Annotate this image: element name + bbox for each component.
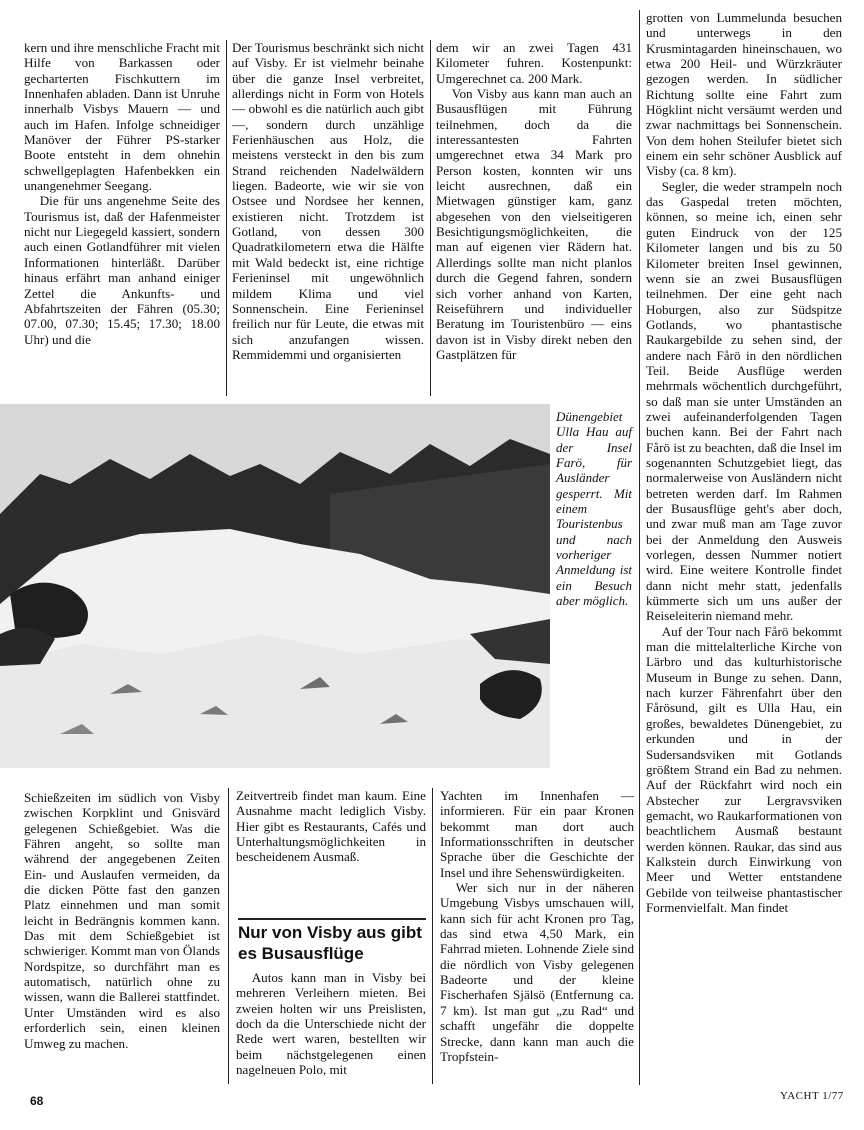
paragraph: Wer sich nur in der näheren Umgebung Visbys umschauen will, kann sich für acht Kronen pro Tag, das sind etwa 4,50 Mark, ein Fahrrad mieten. Lohnende Ziele sind die nördlich von Visby gelegenen Badeorte und der kleine Fischerhafen Själsö (Entfernung ca. 7 km). Ist man gut „zu Rad“ und schafft ungefähr die doppelte Strecke, dann kann man auch die Tropfstein- — [440, 880, 634, 1064]
text-column-3 — [436, 40, 632, 362]
text-column-1 — [24, 40, 220, 347]
paragraph: Der Tourismus beschränkt sich nicht auf Visby. Er ist vielmehr beinahe über die ganze Insel verbreitet, allerdings nicht in Form von Hotels — obwohl es die natürlich auch gibt —, sondern durch unzählige Ferienhäuschen aus Holz, die meistens versteckt in den bis zum Strand reichenden Nadelwäldern liegen. Badeorte, wie wir sie von Ostsee und Nordsee her kennen, existieren nicht. Trotzdem ist Gotland, von dessen 300 Quadratkilometern etwa die Hälfte mit Wald bedeckt ist, eine richtige Ferieninsel mit ungewöhnlich mildem Klima und viel Sonnenschein. Eine Ferieninsel freilich nur für Leute, die etwas mit sich anzufangen wissen. Remmidemmi und organisierten — [232, 40, 424, 362]
text-column-2-lower — [236, 788, 426, 865]
footer-issue: YACHT 1/77 — [780, 1090, 844, 1102]
paragraph: Zeitvertreib findet man kaum. Eine Ausnahme macht lediglich Visby. Hier gibt es Restaurants, Cafés und Unterhaltungsmöglichkeiten in bescheidenem Ausmaß. — [236, 788, 426, 865]
dune-photo — [0, 404, 550, 768]
paragraph: dem wir an zwei Tagen 431 Kilometer fuhren. Kostenpunkt: Umgerechnet ca. 200 Mark. — [436, 40, 632, 86]
paragraph: Die für uns angenehme Seite des Tourismus ist, daß der Hafenmeister nicht nur Liegegeld kassiert, sondern auch einen Gotlandführer mit vielen Informationen hinterläßt. Darüber hinaus erfährt man anhand einiger Zettel die Ankunfts- und Abfahrtszeiten der Fähren (05.30; 07.00, 07.30; 15.45; 17.30; 18.00 Uhr) und die — [24, 193, 220, 347]
photo-caption: Dünengebiet Ulla Hau auf der Insel Farö, für Ausländer gesperrt. Mit einem Touristenbus und nach vorheriger Anmeldung ist ein Besuch aber möglich. — [556, 409, 632, 609]
column-rule — [639, 10, 640, 1085]
paragraph: Von Visby aus kann man auch an Busausflügen mit Führung teilnehmen, doch da die interessantesten Fahrten umgerechnet etwa 34 Mark pro Person kosten, konnten wir uns leicht ausrechnen, daß ein Mietwagen günstiger kam, ganz abgesehen von den vielseitigeren Besichtigungsmöglichkeiten, die man auf eigenen vier Rädern hat. Allerdings sollte man nicht planlos durch die Gegend fahren, sondern sich vorher anhand von Karten, Reiseführern und individueller Beratung im Touristenbüro — eins davon ist in Visby direkt neben den Gastplätzen für — [436, 86, 632, 362]
page-number: 68 — [30, 1094, 44, 1108]
paragraph: Segler, die weder strampeln noch das Gaspedal treten möchten, können, so meine ich, einen sehr guten Eindruck von der 125 Kilometer langen und bis zu 50 Kilometer breiten Insel gewinnen, wenn sie an zwei Busausflügen teilnehmen. Der eine geht nach Hoburgen, also zur Südspitze Gotlands, wo phantastische Raukargebilde zu sehen sind, der andere nach Fårö in den nördlichen Teil. Beide Ausflüge werden mehrmals wöchentlich durchgeführt, so daß man sie unter Umständen an zwei aufeinanderfolgenden Tagen buchen kann. Bei der Fahrt nach Fårö ist zu beachten, daß die Insel im sogenannten Schutzgebiet liegt, das normalerweise von Ausländern nicht betreten werden darf. Im Rahmen der Busausflüge geht's aber doch, und zwar muß man am Tage zuvor bei der Anmeldung den Ausweis vorlegen, dessen Nummer notiert wird. Eine weitere Kontrolle findet dann nicht mehr statt, jedenfalls kümmerte sich um uns außer der Reiseleiterin niemand mehr. — [646, 178, 842, 624]
column-rule — [430, 40, 431, 396]
text-column-4 — [646, 10, 842, 915]
column-rule — [228, 788, 229, 1084]
column-rule — [432, 788, 433, 1084]
text-column-1-lower — [24, 790, 220, 1051]
paragraph: Yachten im Innenhafen — informieren. Für ein paar Kronen bekommt man dort auch Informationsschriften in deutscher Sprache über die Geschichte der Insel und ihre Sehenswürdigkeiten. — [440, 788, 634, 880]
section-headline: Nur von Visby aus gibt es Busausflüge — [238, 923, 422, 963]
column-rule — [226, 40, 227, 396]
headline-rule — [238, 918, 426, 920]
paragraph: Auf der Tour nach Fårö bekommt man die mittelalterliche Kirche von Lärbro und das kulturhistorische Museum in Bunge zu sehen. Dann, nach kurzer Fährenfahrt über den Fårösund, gilt es Ulla Hau, ein großes, bewaldetes Dünengebiet, zu erkunden und in der Sudersandsviken mit Gotlands größtem Strand ein Bad zu nehmen. Auf der Rückfahrt wird noch ein Abstecher zur Lergravsviken gemacht, wo Raukarformationen von beachtlichem Ausmaß bestaunt werden können. Raukar, das sind aus Kalkstein durch Einwirkung von Meer und Wetter entstandene Gebilde von teilweise phantastischer Formenvielfalt. Man findet — [646, 623, 842, 915]
paragraph: grotten von Lummelunda besuchen und unterwegs in den Krusmintagarden hineinschauen, wo etwa 200 Heil- und Würzkräuter gezogen werden. In südlicher Richtung sollte eine Fahrt zum Högklint nicht versäumt werden und zwar nachmittags bei Sonnenschein. Von dem hohen Steilufer bietet sich einem ein sehr schöner Ausblick auf Visby (ca. 8 km). — [646, 10, 842, 179]
paragraph: kern und ihre menschliche Fracht mit Hilfe von Barkassen oder gecharterten Fischkuttern im Innenhafen abladen. Dann ist Unruhe innerhalb Visbys Mauern — und auch im Hafen. Infolge schneidiger Manöver der Führer PS-starker Boote entsteht in dem ohnehin schwellgeplagten Hafenbekken ein unangenehmer Seegang. — [24, 40, 220, 194]
paragraph: Schießzeiten im südlich von Visby zwischen Korpklint und Gnisvärd gelegenen Schießgebiet. Was die Fähren angeht, so sollte man während der angegebenen Zeiten Ein- und Auslaufen vermeiden, da die dicken Pötte fast den ganzen Platz einnehmen und man somit leicht in Bedrängnis kommen kann. Das mit dem Schießgebiet ist schwieriger. Kommt man von Ölands Nordspitze, so durchfährt man es automatisch, natürlich ohne zu wissen, wann die Ballerei stattfindet. Unter Umständen wird es also erforderlich sein, einen kleinen Umweg zu machen. — [24, 790, 221, 1051]
paragraph: Autos kann man in Visby bei mehreren Verleihern mieten. Bei zweien holten wir uns Preislisten, doch da die Unterschiede nicht der Rede wert waren, bestellten wir beim nächstgelegenen einen nagelneuen Polo, mit — [236, 970, 426, 1078]
text-column-2 — [232, 40, 424, 362]
text-column-3-lower — [440, 788, 634, 1064]
text-column-2-after-headline — [236, 970, 426, 1077]
